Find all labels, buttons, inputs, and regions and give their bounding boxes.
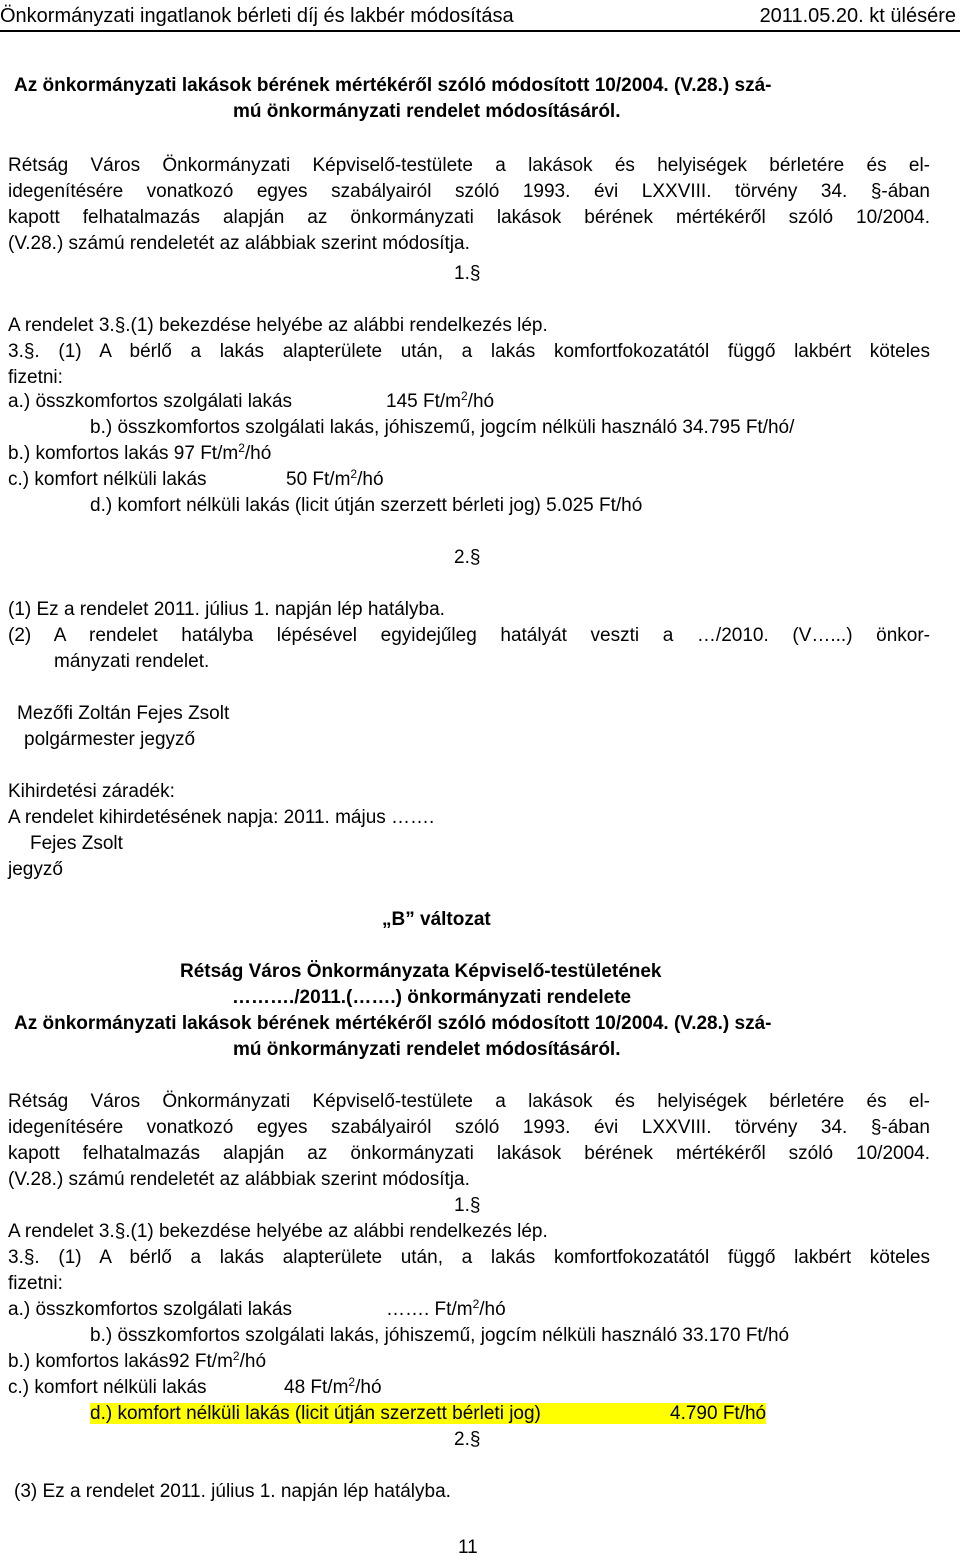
s2-amendment: A rendelet 3.§.(1) bekezdése helyébe az alábbi rendelkezés lép.	[8, 1221, 548, 1242]
s2-item-a: a.) összkomfortos szolgálati lakás ……. $Ft/m^2/hó$	[8, 1297, 506, 1320]
s1-promulgation-heading: Kihirdetési záradék:	[8, 781, 175, 802]
s1-amendment: A rendelet 3.§.(1) bekezdése helyébe az alábbi rendelkezés lép.	[8, 315, 548, 336]
s2-intro-line2: idegenítésére vonatkozó egyes szabályairól szóló 1993. évi LXXVIII. törvény 34. §-ában	[8, 1117, 930, 1138]
s2-intro-line3: kapott felhatalmazás alapján az önkormányzati lakások bérének mértékéről szóló 10/2004.	[8, 1143, 930, 1164]
s2-intro-line1: Rétság Város Önkormányzati Képviselő-testülete a lakások és helyiségek bérletére és el-	[8, 1091, 930, 1112]
s2-para1-line2: fizetni:	[8, 1273, 63, 1294]
s1-effective-2-cont: mányzati rendelet.	[54, 651, 210, 672]
s2-heading-1: Rétság Város Önkormányzata Képviselő-testületének	[180, 961, 662, 982]
s1-item-a: a.) összkomfortos szolgálati lakás 145 $Ft/m^2/hó$	[8, 389, 495, 412]
s1-section-2: 2.§	[454, 547, 481, 568]
s2-section-1: 1.§	[454, 1195, 481, 1216]
highlight-d-label: d.) komfort nélküli lakás (licit útján szerzett bérleti jog) 4.790 Ft/hó	[90, 1403, 767, 1424]
s2-effective-1: (3) Ez a rendelet 2011. július 1. napján lép hatályba.	[14, 1481, 451, 1502]
s1-title-line2: mú önkormányzati rendelet módosításáról.	[233, 101, 621, 122]
s2-item-b2: b.) komfortos lakás92 $Ft/m^2/hó$	[8, 1349, 267, 1372]
s2-para1-line1: 3.§. (1) A bérlő a lakás alapterülete után, a lakás komfortfokozatától függő lakbért köteles	[8, 1247, 930, 1268]
s1-intro-line1: Rétság Város Önkormányzati Képviselő-testülete a lakások és helyiségek bérletére és el-	[8, 155, 930, 176]
s2-title-line1: Az önkormányzati lakások bérének mértékéről szóló módosított 10/2004. (V.28.) szá-	[14, 1013, 772, 1034]
s1-title-line1: Az önkormányzati lakások bérének mértékéről szóló módosított 10/2004. (V.28.) szá-	[14, 75, 772, 96]
s2-heading-2: ………./2011.(…….) önkormányzati rendelete	[232, 987, 632, 1008]
page-number: 11	[458, 1537, 478, 1558]
s2-item-b1: b.) összkomfortos szolgálati lakás, jóhiszemű, jogcím nélküli használó 33.170 Ft/hó	[90, 1325, 790, 1346]
header-rule	[0, 30, 960, 32]
s1-promulgation-title: jegyző	[8, 859, 63, 880]
s1-effective-1: (1) Ez a rendelet 2011. július 1. napján lép hatályba.	[8, 599, 445, 620]
s2-intro-line4: (V.28.) számú rendeletét az alábbiak szerint módosítja.	[8, 1169, 470, 1190]
s1-effective-2: (2) A rendelet hatályba lépésével egyidejűleg hatályát veszti a …/2010. (V…...) önkor-	[8, 625, 930, 646]
s1-para1-line2: fizetni:	[8, 367, 63, 388]
s2-variant-title: „B” változat	[382, 909, 491, 930]
s1-para1-line1: 3.§. (1) A bérlő a lakás alapterülete után, a lakás komfortfokozatától függő lakbért köteles	[8, 341, 930, 362]
s1-section-1: 1.§	[454, 263, 481, 284]
s2-title-line2: mú önkormányzati rendelet módosításáról.	[233, 1039, 621, 1060]
header-date: 2011.05.20. kt ülésére	[759, 5, 956, 27]
s1-intro-line4: (V.28.) számú rendeletét az alábbiak szerint módosítja.	[8, 233, 470, 254]
s1-signatory-titles: polgármester jegyző	[24, 729, 196, 750]
s1-item-d: d.) komfort nélküli lakás (licit útján szerzett bérleti jog) 5.025 Ft/hó	[90, 495, 643, 516]
s1-promulgation-date: A rendelet kihirdetésének napja: 2011. május …….	[8, 807, 435, 828]
s1-signatories: Mezőfi Zoltán Fejes Zsolt	[17, 703, 230, 724]
s1-promulgation-name: Fejes Zsolt	[30, 833, 123, 854]
s1-item-b1: b.) összkomfortos szolgálati lakás, jóhiszemű, jogcím nélküli használó 34.795 Ft/hó/	[90, 417, 795, 438]
s2-item-d-highlighted	[90, 1402, 766, 1426]
s1-item-b2: b.) komfortos lakás 97 $Ft/m^2/hó$	[8, 441, 272, 464]
s2-item-c: c.) komfort nélküli lakás 48 $Ft/m^2/hó$	[8, 1375, 382, 1398]
s1-intro-line2: idegenítésére vonatkozó egyes szabályairól szóló 1993. évi LXXVIII. törvény 34. §-ában	[8, 181, 930, 202]
s2-section-2: 2.§	[454, 1429, 481, 1450]
s1-intro-line3: kapott felhatalmazás alapján az önkormányzati lakások bérének mértékéről szóló 10/2004.	[8, 207, 930, 228]
s1-item-c: c.) komfort nélküli lakás 50 $Ft/m^2/hó$	[8, 467, 384, 490]
header-title: Önkormányzati ingatlanok bérleti díj és lakbér módosítása	[0, 5, 514, 27]
